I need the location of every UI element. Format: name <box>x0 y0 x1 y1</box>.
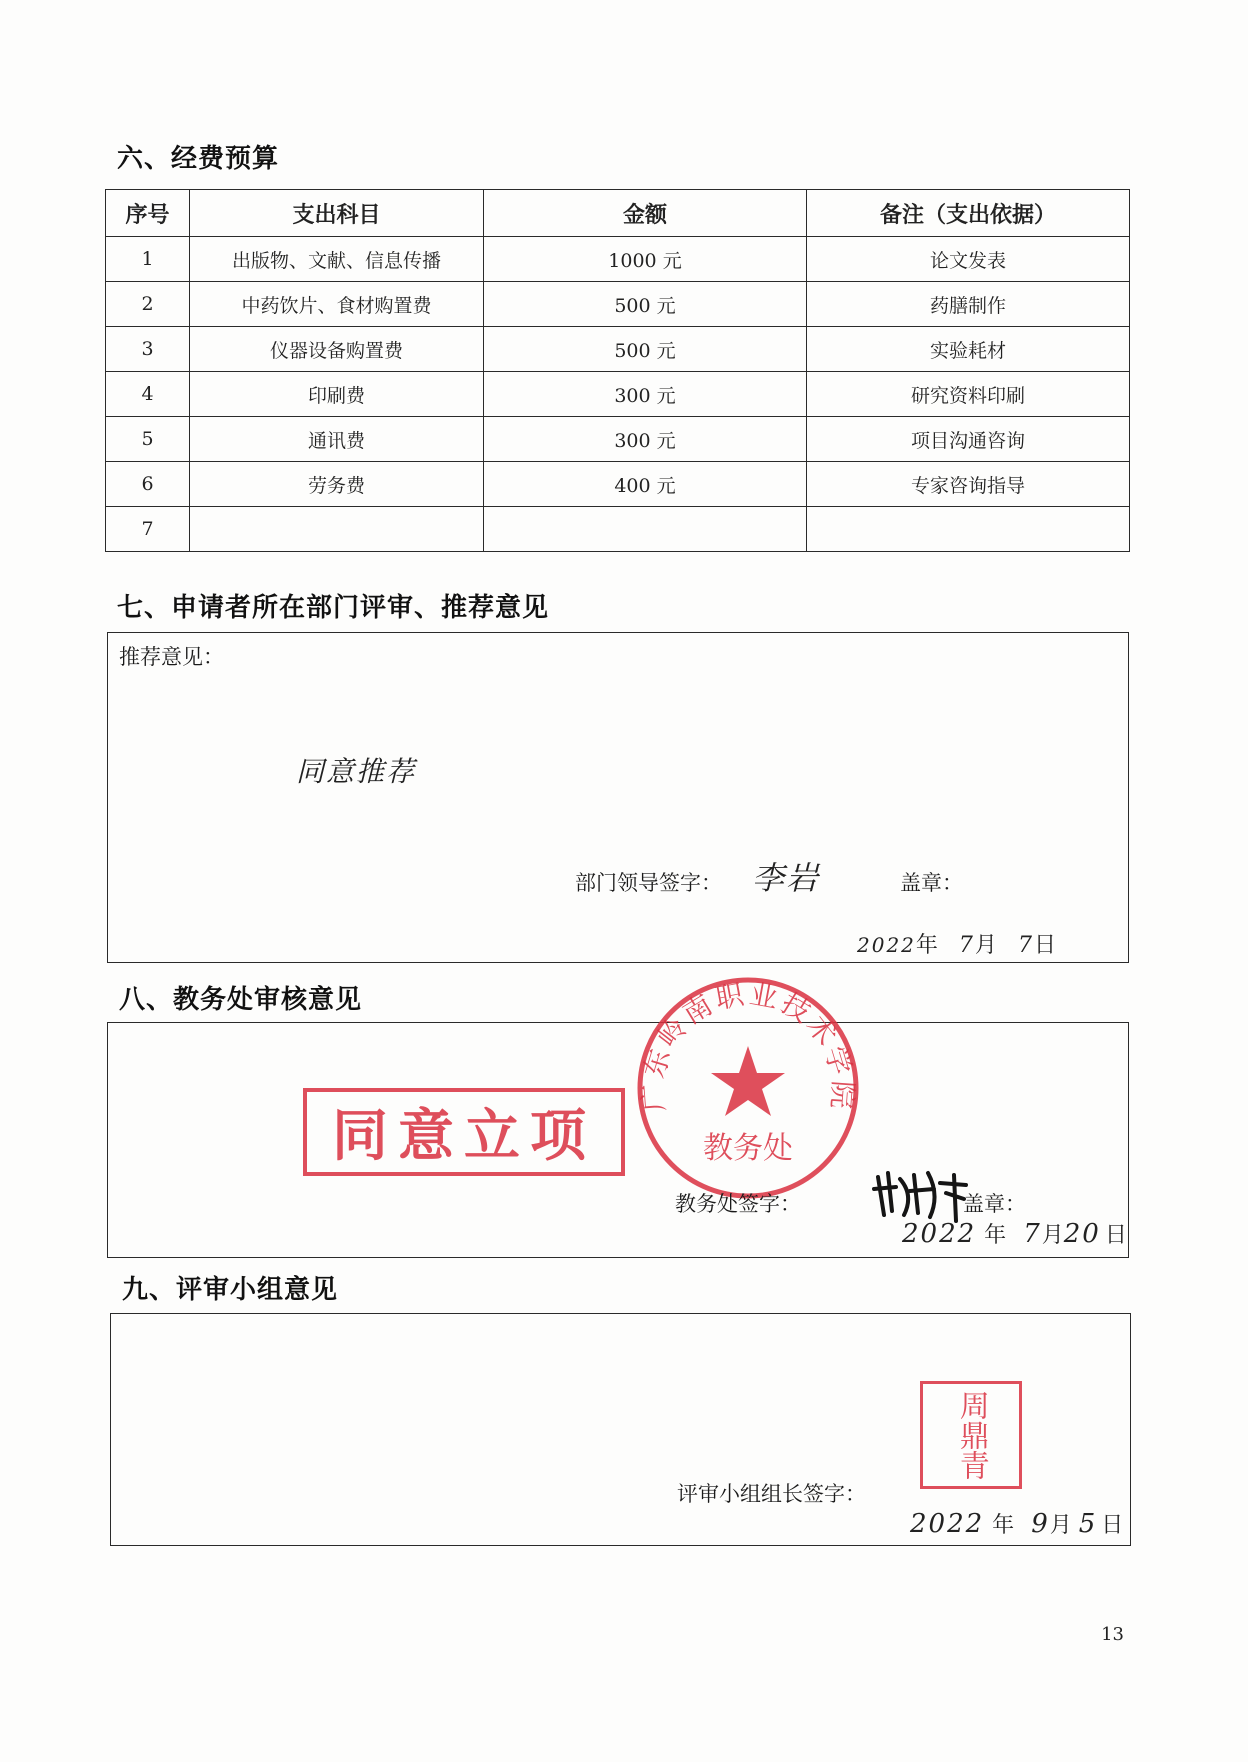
row-amount: 300 元 <box>484 417 807 462</box>
header-amount: 金额 <box>484 190 807 237</box>
row-item: 劳务费 <box>190 462 484 507</box>
row-amount: 400 元 <box>484 462 807 507</box>
seal-sub-text: 教务处 <box>703 1131 793 1166</box>
row-amount: 500 元 <box>484 282 807 327</box>
row-note: 药膳制作 <box>807 282 1130 327</box>
row-no: 1 <box>106 237 190 282</box>
row-no: 3 <box>106 327 190 372</box>
dept-leader-signature: 李岩 <box>752 859 821 897</box>
budget-table-row <box>106 327 1130 372</box>
header-item: 支出科目 <box>190 190 484 237</box>
row-amount: 300 元 <box>484 372 807 417</box>
review-sign-label: 评审小组组长签字： <box>677 1482 866 1506</box>
section7-title: 七、申请者所在部门评审、推荐意见 <box>117 593 550 623</box>
affairs-sign-label: 教务处签字： <box>675 1192 801 1216</box>
section7-date: 2022年 7月 7日 <box>857 933 1056 958</box>
seal-text: 广东岭南职业技术学院 <box>636 977 860 1113</box>
budget-table-row <box>106 417 1130 462</box>
section6-title: 六、经费预算 <box>117 144 280 174</box>
row-item: 中药饮片、食材购置费 <box>190 282 484 327</box>
row-note: 项目沟通咨询 <box>807 417 1130 462</box>
budget-table-row <box>106 507 1130 552</box>
row-note: 专家咨询指导 <box>807 462 1130 507</box>
row-no: 6 <box>106 462 190 507</box>
row-no: 7 <box>106 507 190 552</box>
row-item: 仪器设备购置费 <box>190 327 484 372</box>
budget-table-row <box>106 462 1130 507</box>
row-note: 研究资料印刷 <box>807 372 1130 417</box>
reviewer-name-seal: 周鼎青 <box>920 1381 1022 1489</box>
budget-table-row <box>106 372 1130 417</box>
section8-title: 八、教务处审核意见 <box>119 985 363 1015</box>
budget-table <box>105 189 1130 552</box>
row-no: 2 <box>106 282 190 327</box>
row-note: 论文发表 <box>807 237 1130 282</box>
budget-table-row <box>106 282 1130 327</box>
section9-date: 2022 年 9月 5 日 <box>910 1509 1124 1539</box>
section9-title: 九、评审小组意见 <box>122 1275 339 1305</box>
row-no: 5 <box>106 417 190 462</box>
row-item: 出版物、文献、信息传播 <box>190 237 484 282</box>
row-note: 实验耗材 <box>807 327 1130 372</box>
row-item: 通讯费 <box>190 417 484 462</box>
dept-sign-label: 部门领导签字： <box>575 871 722 895</box>
page-number: 13 <box>1101 1624 1124 1645</box>
header-note: 备注（支出依据） <box>807 190 1130 237</box>
row-amount <box>484 507 807 552</box>
section7-box <box>107 632 1129 963</box>
row-amount: 500 元 <box>484 327 807 372</box>
handwritten-opinion: 同意推荐 <box>296 755 417 788</box>
row-note <box>807 507 1130 552</box>
budget-table-header <box>106 190 1130 237</box>
row-item: 印刷费 <box>190 372 484 417</box>
seal-star-icon <box>711 1046 785 1116</box>
dept-seal-label: 盖章： <box>900 871 963 895</box>
academic-affairs-seal <box>628 968 868 1208</box>
approval-stamp: 同意立项 <box>303 1088 625 1176</box>
row-item <box>190 507 484 552</box>
budget-table-row <box>106 237 1130 282</box>
row-amount: 1000 元 <box>484 237 807 282</box>
header-no: 序号 <box>106 190 190 237</box>
affairs-seal-label: 盖章： <box>963 1192 1026 1216</box>
row-no: 4 <box>106 372 190 417</box>
section8-date: 2022 年 7月20 日 <box>902 1219 1127 1249</box>
opinion-label: 推荐意见： <box>119 645 224 669</box>
